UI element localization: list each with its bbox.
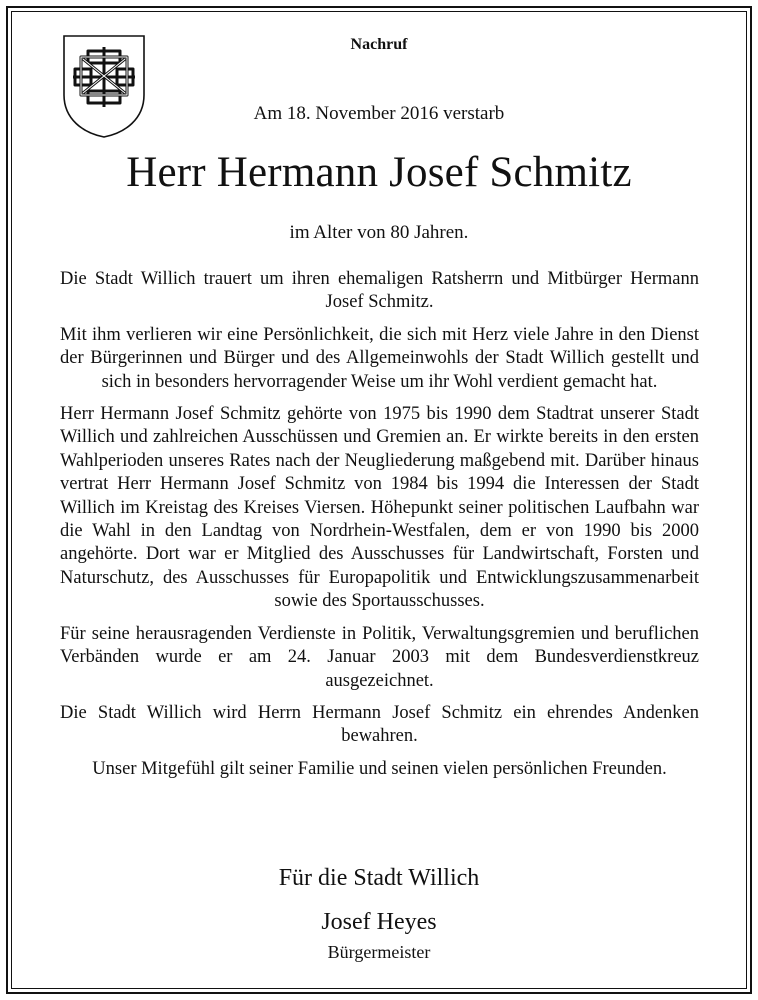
paragraph-mourning: Die Stadt Willich trauert um ihren ehemaligen Ratsherrn und Mitbürger Hermann Josef Schmitz. (60, 269, 699, 313)
date-of-death-line: Am 18. November 2016 verstarb (253, 103, 505, 124)
notice-heading: Nachruf (350, 36, 408, 53)
age-line: im Alter von 80 Jahren. (289, 222, 469, 243)
signature-organization: Für die Stadt Willich (278, 865, 480, 891)
signature-title: Bürgermeister (327, 942, 431, 962)
paragraph-personality: Mit ihm verlieren wir eine Persönlichkeit, die sich mit Herz viele Jahre in den Dienst der Bürgerinnen und Bürger und des Allgemeinwohls der Stadt Willich gestellt und sich in besonders hervorragender Weise um ihr Wohl verdient gemacht hat. (60, 324, 699, 392)
paragraph-honours: Für seine herausragenden Verdienste in Politik, Verwaltungsgremien und beruflichen Verbänden wurde er am 24. Januar 2003 mit dem Bundesverdienstkreuz ausgezeichnet. (60, 623, 699, 691)
signature-name: Josef Heyes (321, 909, 437, 935)
paragraph-career: Herr Hermann Josef Schmitz gehörte von 1975 bis 1990 dem Stadtrat unserer Stadt Willich und zahlreichen Ausschüssen und Gremien an. Er wirkte bereits in den ersten Wahlperioden unseres Rates nach der Neugliederung maßgebend mit. Darüber hinaus vertrat Herr Hermann Josef Schmitz von 1984 bis 1994 die Interessen der Stadt Willich im Kreistag des Kreises Viersen. Höhepunkt seiner politischen Laufbahn war die Wahl in den Landtag von Nordrhein-Westfalen, dem er von 1990 bis 2000 angehörte. Dort war er Mitglied des Ausschusses für Landwirtschaft, Forsten und Naturschutz, des Ausschusses für Europapolitik und Entwicklungszusammenarbeit sowie des Sportausschusses. (60, 404, 699, 612)
deceased-name: Herr Hermann Josef Schmitz (126, 149, 632, 196)
paragraph-condolences: Unser Mitgefühl gilt seiner Familie und seinen vielen persönlichen Freunden. (92, 758, 667, 779)
paragraph-remembrance: Die Stadt Willich wird Herrn Hermann Josef Schmitz ein ehrendes Andenken bewahren. (60, 702, 699, 747)
notice-body (60, 268, 699, 790)
